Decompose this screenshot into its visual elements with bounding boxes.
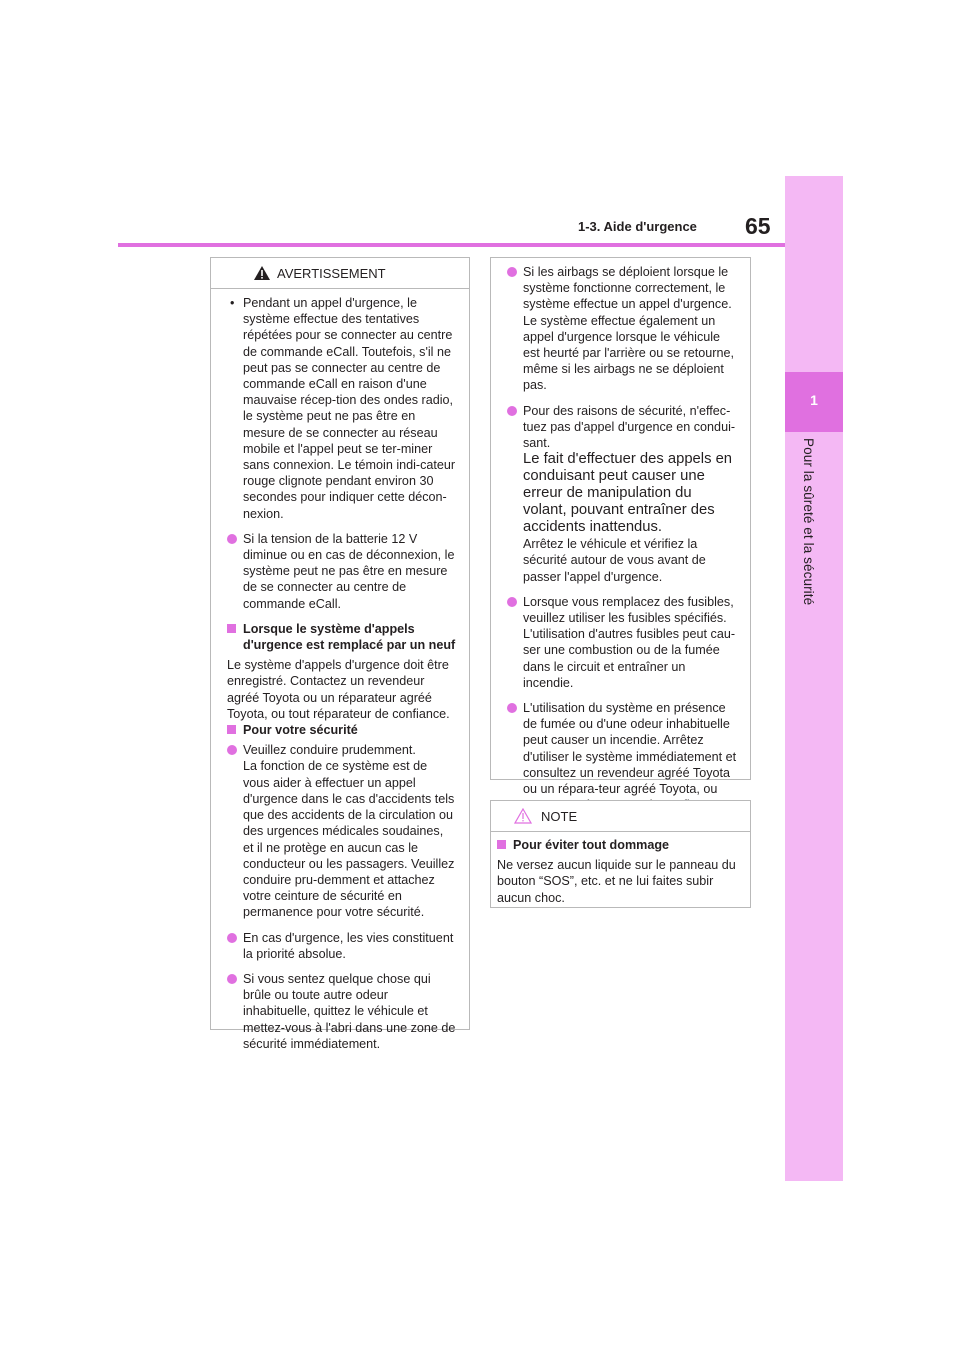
dot-bullet-icon [507, 406, 517, 416]
smoke-text: L'utilisation du système en présence de fumée ou d'une odeur inhabituelle peut causer un incendie. Arrêtez d'utiliser le système immédiatement et consultez un revendeur agréé Toyota ou un répara-teur agréé Toyota, ou [523, 701, 737, 797]
dot-bullet-icon [507, 703, 517, 713]
smell-text: Si vous sentez quelque chose qui brûle ou toute autre odeur inhabituelle, quittez le véhicule et mettez-vous à l'abri dans une zone de sécurité immédiatement. [243, 971, 456, 1051]
warning-box-left [210, 257, 470, 1051]
fuses-text: Lorsque vous remplacez des fusibles, veuillez utiliser les fusibles spécifiés. L'utilisation d'autres fusibles peut cau-ser une combustion ou de la fumée dans le circuit et entraîner un incendie. [523, 594, 736, 690]
subheading [227, 621, 456, 653]
intro-text: Pendant un appel d'urgence, le système effectue des tentatives répétées pour se connecter au centre de commande eCall. Toutefois, s'il ne peut pas se connecter au centre de commande eCall en raison d'une mauvaise récep-tion des ondes radio, le système peut ne pas être en mesure de se connecter au réseau mobile et l'appel peut se ter-miner sans connexion. Le témoin indi-cateur rouge clignote pendant environ 30 secondes pour indiquer cette décon-nexion. [243, 296, 456, 521]
airbags-text: Si les airbags se déploient lorsque le système fonctionne correctement, le système effectue un appel d'urgence. Le système effectue également un appel d'urgence lorsque le véhicule est heurté par l'arrière ou se retourne, même si les airbags ne se déploient pas. [523, 265, 735, 393]
subheading [227, 722, 456, 738]
warning-title: AVERTISSEMENT [277, 266, 386, 281]
calls-text-b: Le fait d'effectuer des appels en conduisant peut causer une erreur de manipulation du volant, pouvant entraîner des accidents inattendus. [523, 451, 733, 536]
list-item [507, 403, 737, 585]
list-item [227, 971, 456, 1052]
list-item [227, 742, 456, 920]
square-bullet-icon [227, 725, 236, 734]
subheading [497, 837, 737, 853]
section-title: 1-3. Aide d'urgence [578, 219, 697, 234]
square-bullet-icon [227, 624, 236, 633]
dot-bullet-icon [507, 597, 517, 607]
list-item [227, 295, 456, 522]
page-number: 65 [745, 213, 771, 239]
calls-text-c: Arrêtez le véhicule et vérifiez la sécurité autour de vous avant de passer l'appel d'urgence. [523, 537, 706, 584]
note-box [490, 800, 751, 908]
dot-bullet-icon [227, 974, 237, 984]
drive-text-1: Veuillez conduire prudemment. [243, 743, 416, 758]
priority-text: En cas d'urgence, les vies constituent la priorité absolue. [243, 930, 454, 961]
drive-text-2: La fonction de ce système est de vous aider à effectuer un appel d'urgence dans le cas d'accidents tels que des accidents de la circulation ou des urgences médicales soudaines, et il ne protège en aucun cas le conducteur ou les passagers. Veuillez conduire pru-demment et attachez votre ceinture de sécurité en permanence pour votre sécurité. [243, 759, 455, 920]
dot-bullet-icon [227, 534, 237, 544]
note-title: NOTE [541, 809, 578, 824]
note-text: Ne versez aucun liquide sur le panneau du bouton “SOS”, etc. et ne lui faites subir aucun choc. [497, 858, 736, 905]
dot-bullet-icon [227, 933, 237, 943]
warning-triangle-icon [253, 265, 271, 281]
header-rule [118, 243, 785, 247]
calls-text-a: Pour des raisons de sécurité, n'effec-tuez pas d'appel d'urgence en condui-sant. [523, 403, 736, 451]
bullet-icon: • [230, 296, 235, 310]
battery-text: Si la tension de la batterie 12 V diminue ou en cas de déconnexion, le système peut ne pas être en mesure de se connecter au centre de commande eCall. [243, 531, 455, 611]
chapter-sidebar [785, 176, 843, 1181]
replaced-paragraph: Le système d'appels d'urgence doit être enregistré. Contactez un revendeur agréé Toyota ou un réparateur agréé Toyota, ou tout réparateur de confiance. [227, 658, 450, 721]
square-bullet-icon [497, 840, 506, 849]
chapter-number: 1 [810, 392, 818, 408]
replaced-heading: Lorsque le système d'appels d'urgence est remplacé par un neuf [243, 621, 456, 653]
list-item [507, 700, 737, 813]
dot-bullet-icon [507, 267, 517, 277]
list-item [507, 264, 737, 394]
list-item [507, 594, 737, 691]
chapter-tab[interactable] [785, 372, 843, 432]
warning-box-right [490, 257, 751, 797]
list-item [227, 531, 456, 612]
safety-heading: Pour votre sécurité [243, 723, 358, 738]
note-header [491, 801, 750, 832]
note-heading: Pour éviter tout dommage [513, 838, 670, 852]
list-item [227, 930, 456, 962]
caution-triangle-icon [514, 808, 532, 824]
warning-header [211, 258, 469, 289]
chapter-label: Pour la sûreté et la sécurité [801, 438, 816, 606]
dot-bullet-icon [227, 745, 237, 755]
